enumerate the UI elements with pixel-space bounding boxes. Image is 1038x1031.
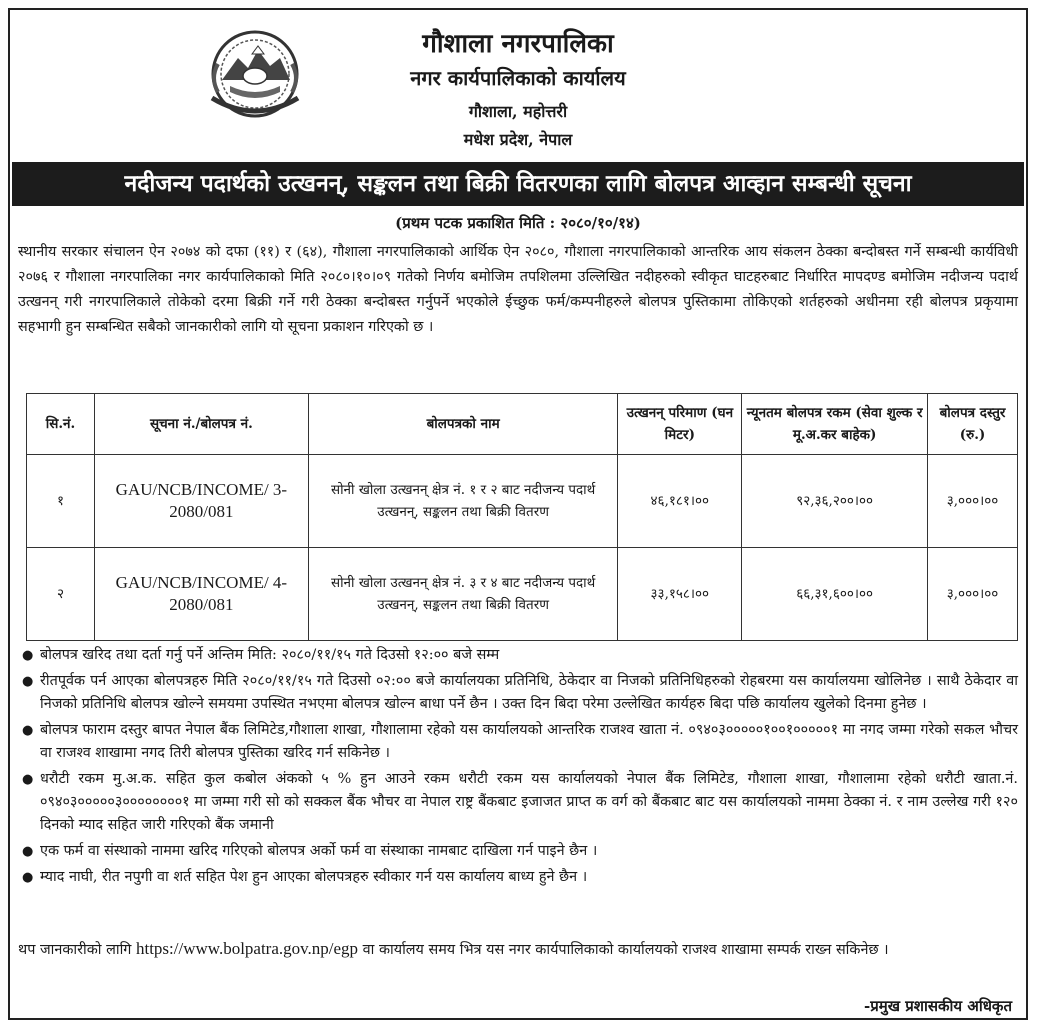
header-sn: सि.नं. <box>27 394 95 455</box>
list-item <box>18 866 1018 889</box>
bullet-icon: ● <box>22 844 34 859</box>
closing-text-after: वा कार्यालय समय भित्र यस नगर कार्यपालिकाको कार्यालयको राजश्व शाखामा सम्पर्क राख्न सकिनेछ । <box>362 942 889 958</box>
cell-ref: GAU/NCB/INCOME/ 3-2080/081 <box>94 455 308 548</box>
list-item <box>18 644 1018 667</box>
header-ref: सूचना नं./बोलपत्र नं. <box>94 394 308 455</box>
notice-frame <box>8 8 1028 1020</box>
table-row <box>27 455 1018 548</box>
cell-sn: २ <box>27 548 95 641</box>
list-item <box>18 840 1018 863</box>
cell-ref: GAU/NCB/INCOME/ 4-2080/081 <box>94 548 308 641</box>
note-text: बोलपत्र फाराम दस्तुर बापत नेपाल बैंक लिमिटेड,गौशाला शाखा, गौशालामा रहेको यस कार्यालयको आन्तरिक राजश्व खाता नं. ०९४०३०००००१००१०००००१ मा नगद जम्मा गरेको सकल भौचर वा राजश्व शाखामा नगद तिरी बोलपत्र पुस्तिका खरिद गर्न सकिनेछ । <box>40 722 1018 761</box>
header <box>10 10 1026 158</box>
signature: -प्रमुख प्रशासकीय अधिकृत <box>864 997 1012 1015</box>
cell-fee: ३,०००।०० <box>928 455 1018 548</box>
note-text: बोलपत्र खरिद तथा दर्ता गर्नु पर्ने अन्तिम मिति: २०८०/११/१५ गते दिउसो १२:०० बजे सम्म <box>40 647 500 663</box>
cell-name: सोनी खोला उत्खनन् क्षेत्र नं. १ र २ बाट नदीजन्य पदार्थ उत्खनन्, सङ्कलन तथा बिक्री वितरण <box>308 455 618 548</box>
header-fee: बोलपत्र दस्तुर (रु.) <box>928 394 1018 455</box>
closing-text-before: थप जानकारीको लागि <box>18 942 132 958</box>
notes-list <box>18 644 1018 892</box>
list-item <box>18 768 1018 837</box>
list-item <box>18 670 1018 716</box>
list-item <box>18 719 1018 765</box>
cell-min-amount: ६६,३१,६००।०० <box>742 548 928 641</box>
bullet-icon: ● <box>22 772 34 787</box>
tender-table <box>26 393 1018 641</box>
office-address: गौशाला, महोत्तरी <box>468 102 568 121</box>
cell-quantity: ४६,१८१।०० <box>618 455 742 548</box>
closing-paragraph <box>18 936 1018 963</box>
cell-quantity: ३३,१५८।०० <box>618 548 742 641</box>
note-text: एक फर्म वा संस्थाको नाममा खरिद गरिएको बोलपत्र अर्को फर्म वा संस्थाका नामबाट दाखिला गर्न पाइने छैन । <box>40 843 598 859</box>
note-text: म्याद नाघी, रीत नपुगी वा शर्त सहित पेश हुन आएका बोलपत्रहरु स्वीकार गर्न यस कार्यालय बाध्य हुने छैन । <box>40 869 588 885</box>
cell-sn: १ <box>27 455 95 548</box>
bullet-icon: ● <box>22 674 34 689</box>
bullet-icon: ● <box>22 648 34 663</box>
cell-name: सोनी खोला उत्खनन् क्षेत्र नं. ३ र ४ बाट नदीजन्य पदार्थ उत्खनन्, सङ्कलन तथा बिक्री वितरण <box>308 548 618 641</box>
table-row <box>27 548 1018 641</box>
header-name: बोलपत्रको नाम <box>308 394 618 455</box>
cell-fee: ३,०००।०० <box>928 548 1018 641</box>
note-text: धरौटी रकम मु.अ.क. सहित कुल कबोल अंकको ५ % हुन आउने रकम धरौटी रकम यस कार्यालयको नेपाल बैंक लिमिटेड, गौशाला शाखा, गौशालामा रहेको धरौटी खाता.नं. ०९४०३०००००३००००००००१ मा जम्मा गरी सो को सक्कल बैंक भौचर वा नेपाल राष्ट्र बैंकबाट इजाजत प्राप्त क वर्ग को बैंकबाट बाट यस कार्यालयको नाममा ठेक्का नं. र नाम उल्लेख गरी १२० दिनको म्याद सहित जारी गरिएको बैंक जमानी <box>40 771 1018 833</box>
office-province: मधेश प्रदेश, नेपाल <box>463 130 573 149</box>
intro-paragraph: स्थानीय सरकार संचालन ऐन २०७४ को दफा (११) र (६४), गौशाला नगरपालिकाको आर्थिक ऐन २०८०, गौशाला नगरपालिकाको आन्तरिक आय संकलन ठेक्का बन्दोबस्त गर्ने सम्बन्धी कार्यविधी २०७६ र गौशाला नगरपालिका नगर कार्यपालिकाको मिति २०८०।१०।०९ गतेको निर्णय बमोजिम तपशिलमा उल्लिखित नदीहरुको स्वीकृत घाटहरुबाट निर्धारित मापदण्ड बमोजिम नदीजन्य पदार्थ उत्खनन् गरी नगरपालिकाले तोकेको दरमा बिक्री गर्ने गरी ठेक्का बन्दोबस्त गर्नुपर्ने भएकोले ईच्छुक फर्म/कम्पनीहरुले बोलपत्र पुस्तिकामा तोकिएको शर्तहरुको अधीनमा रही बोलपत्र प्रकृयामा सहभागी हुन सम्बन्धित सबैको जानकारीको लागि यो सूचना प्रकाशन गरिएको छ । <box>18 244 1018 335</box>
egp-link[interactable]: https://www.bolpatra.gov.np/egp <box>135 939 359 958</box>
notice-title: नदीजन्य पदार्थको उत्खनन्, सङ्कलन तथा बिक्री वितरणका लागि बोलपत्र आव्हान सम्बन्धी सूचना <box>12 162 1024 206</box>
publish-date: (प्रथम पटक प्रकाशित मिति : २०८०/१०/१४) <box>395 214 641 232</box>
table-header-row <box>27 394 1018 455</box>
org-name: गौशाला नगरपालिका <box>422 29 614 59</box>
office-name: नगर कार्यपालिकाको कार्यालय <box>410 66 626 90</box>
header-quantity: उत्खनन् परिमाण (घन मिटर) <box>618 394 742 455</box>
bullet-icon: ● <box>22 870 34 885</box>
bullet-icon: ● <box>22 723 34 738</box>
cell-min-amount: ९२,३६,२००।०० <box>742 455 928 548</box>
note-text: रीतपूर्वक पर्न आएका बोलपत्रहरु मिति २०८०/११/१५ गते दिउसो ०२:०० बजे कार्यालयका प्रतिनिधि, ठेकेदार वा निजको प्रतिनिधिहरुको रोहबरमा यस कार्यालयमा खोलिनेछ । साथै ठेकेदार वा निजको प्रतिनिधि बोलपत्र खोल्ने समयमा उपस्थित नभएमा बोलपत्र खोल्न बाधा पर्ने छैन । उक्त दिन बिदा परेमा उल्लेखित कार्यहरु बिदा पछि कार्यालय खुलेको दिनमा हुनेछ । <box>40 673 1018 712</box>
header-min-amount: न्यूनतम बोलपत्र रकम (सेवा शुल्क र मू.अ.कर बाहेक) <box>742 394 928 455</box>
